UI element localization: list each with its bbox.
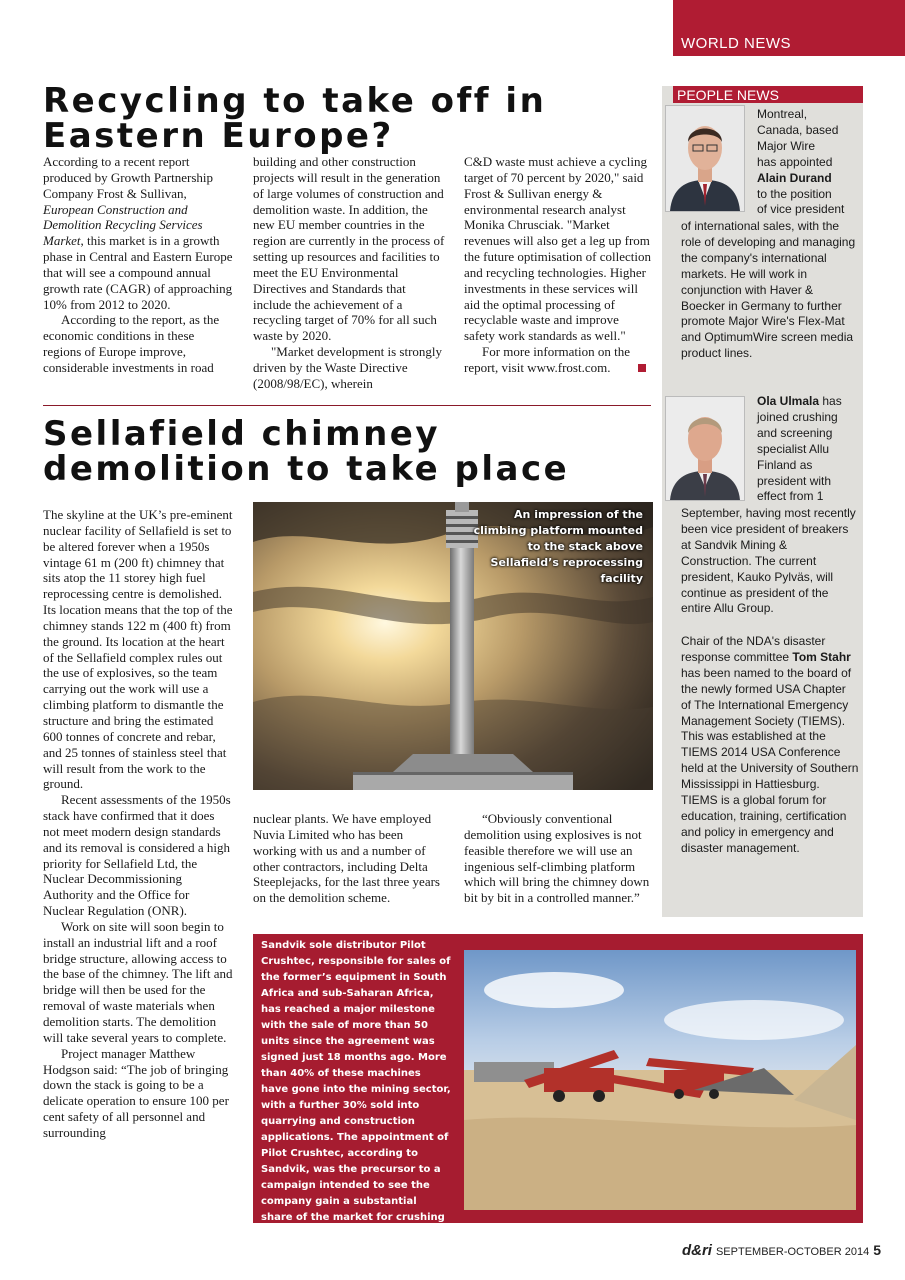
sidebar-line: specialist Allu — [757, 441, 830, 456]
sidebar-line: president with — [757, 473, 832, 488]
crushing-equipment-art — [464, 950, 856, 1210]
people-news-item1-rest — [681, 219, 859, 362]
sidebar-line: of vice president — [757, 202, 845, 217]
issue-date: SEPTEMBER-OCTOBER 2014 — [715, 1246, 870, 1258]
page-footer — [682, 1242, 881, 1259]
sidebar-line: and screening — [757, 425, 833, 440]
item3-post: has been named to the board of the newly formed USA Chapter of The International Emergency Management Society (TIEMS). This was established at the TIEMS 2014 USA Conference held at the University of Southern Mississippi in Hattiesburg. TIEMS is a global forum for education, training, certification and policy in emergency and disaster management. — [681, 665, 859, 855]
people-news-item3 — [681, 634, 859, 857]
person-name: Ola Ulmala — [757, 394, 820, 408]
people-news-header — [673, 86, 863, 103]
item2-rest-text: September, having most recently been vice president of breakers at Sandvik Mining & Construction. The current president, Kauko Pylväs, will continue as president of the entire Allu Group. — [681, 506, 856, 616]
item3-text — [681, 634, 859, 857]
photo-caption: An impression of the climbing platform mounted to the stack above Sellafield’s reprocessing facility — [473, 508, 643, 585]
people-news-item1-wrap — [757, 107, 861, 218]
item1-rest-text: of international sales, with the role of developing and managing the company's international markets. He will work in conjunction with Haver & Boecker in Germany to further promote Major Wire's Flex-Mat and OptimumWire screen media product lines. — [681, 219, 856, 361]
crushing-equipment-photo — [464, 950, 856, 1210]
ola-ulmala-photo — [665, 396, 745, 501]
article2-col2 — [253, 811, 443, 906]
article1-headline: Recycling to take off in Eastern Europe? — [43, 81, 547, 156]
sidebar-line: Finland as — [757, 457, 813, 472]
page-number: 5 — [873, 1242, 881, 1258]
sandvik-caption: Sandvik sole distributor Pilot Crushtec, responsible for sales of the former’s equipment in South Africa and sub-Saharan Africa, has reached a major milestone with the sale of more than 50 units since the agreement was signed just 18 months ago. More than 40% of these machines have gone into the mining sector, with a further 30% sold into quarrying and construction applications. The appointment of Pilot Crushtec, according to Sandvik, was the precursor to a campaign intended to see the company gain a substantial share of the market for crushing and screening equipment in the region. — [261, 940, 451, 1255]
paragraph: According to the report, as the economic conditions in these regions of Europe improve, considerable investments in road — [43, 312, 220, 375]
sidebar-line: Montreal, — [757, 107, 808, 121]
article1-col1 — [43, 154, 233, 376]
paragraph: For more information on the report, visit www.frost.com. — [464, 344, 652, 376]
sidebar-line: Canada, based — [757, 122, 839, 137]
sidebar-line: to the position — [757, 186, 832, 201]
end-of-article-mark — [638, 364, 646, 372]
sidebar-line: joined crushing — [757, 409, 838, 424]
people-news-item2-wrap — [757, 394, 861, 505]
portrait-2-art — [666, 397, 744, 500]
chimney-illustration — [253, 502, 653, 790]
paragraph: According to a recent report produced by Growth Partnership Company Frost & Sullivan, European Construction and Demolition Recycling Services Market, this market is in a growth phase in Central and Eastern Europe that will see a compound annual growth rate (CAGR) of approaching 10% from 2012 to 2020. — [43, 154, 233, 312]
alain-durand-photo — [665, 105, 745, 212]
paragraph: Recent assessments of the 1950s stack have confirmed that it does not meet modern design standards and its removal is considered a high priority for Sellafield Ltd, the Nuclear Decommissioning Authority and the Office for Nuclear Regulation (ONR). — [43, 792, 231, 919]
people-news-heading: PEOPLE NEWS — [677, 87, 779, 103]
sidebar-line: has appointed — [757, 154, 833, 169]
people-news-item2-rest — [681, 506, 859, 617]
sidebar-line: effect from 1 — [757, 489, 824, 504]
section-tab — [673, 0, 905, 56]
person-name: Alain Durand — [757, 170, 832, 185]
paragraph: Work on site will soon begin to install an industrial lift and a roof bridge structure, allowing access to the base of the chimney. The lift and bridge will then be used for the removal of waste materials when demolition starts. The demolition will take several years to complete. — [43, 918, 233, 1045]
article2-col3 — [464, 811, 652, 906]
section-divider — [43, 405, 651, 406]
sidebar-line: Major Wire — [757, 138, 816, 153]
paragraph: Project manager Matthew Hodgson said: “The job of bringing down the stack is going to be a delicate operation to ensure 100 per cent safety of all personnel and surrounding — [43, 1045, 229, 1140]
sidebar-line: Ola Ulmala has — [757, 394, 842, 408]
article2-col1 — [43, 507, 233, 1141]
article1-col3 — [464, 154, 652, 376]
portrait-1-art — [666, 106, 744, 211]
paragraph: C&D waste must achieve a cycling target of 70 percent by 2020," said Frost & Sullivan energy & environmental research analyst Monika Chrusciak. "Market revenues will also get a leg up from the future optimisation of collection and recycling technologies. Higher investments in these services will aid the optimal processing of recyclable waste and improve safety work standards as well." — [464, 154, 652, 344]
paragraph: nuclear plants. We have employed Nuvia Limited who has been working with us and a number of other contractors, including Delta Steeplejacks, for the last three years on the demolition scheme. — [253, 811, 440, 906]
article2-headline: Sellafield chimney demolition to take place — [43, 414, 570, 489]
magazine-logo: d&ri — [681, 1242, 712, 1259]
article1-col2 — [253, 154, 445, 392]
paragraph: building and other construction projects will result in the generation of large volumes of construction and demolition waste. In addition, the new EU member countries in the region are currently in the process of setting up resources and facilities to meet the EU Environmental Directives and Standards that include the achievement of a recycling target of 70% for all such waste by 2020. — [253, 154, 445, 344]
paragraph: “Obviously conventional demolition using explosives is not feasible therefore we will use an ingenious self-climbing platform which will bring the chimney down bit by bit in a controlled manner.” — [464, 811, 650, 906]
item3-name: Tom Stahr — [792, 649, 851, 664]
item3-pre: Chair of the NDA's disaster response committee — [681, 634, 826, 664]
paragraph: "Market development is strongly driven by the Waste Directive (2008/98/EC), wherein — [253, 344, 443, 391]
paragraph: The skyline at the UK’s pre-eminent nuclear facility of Sellafield is set to be altered forever when a 1950s vintage 61 m (200 ft) chimney that sits atop the 11 storey high fuel reprocessing centre is demolished. Its location means that the top of the chimney stands 122 m (400 ft) from the ground. Its location at the heart of the Sellafield complex rules out the use of explosives, so the team carrying out the work will use a climbing platform to dismantle the structure and bring the estimated 600 tonnes of concrete and rebar, and 25 tonnes of stainless steel that will result from the work to the ground. — [43, 507, 233, 792]
section-label: WORLD NEWS — [681, 35, 791, 52]
